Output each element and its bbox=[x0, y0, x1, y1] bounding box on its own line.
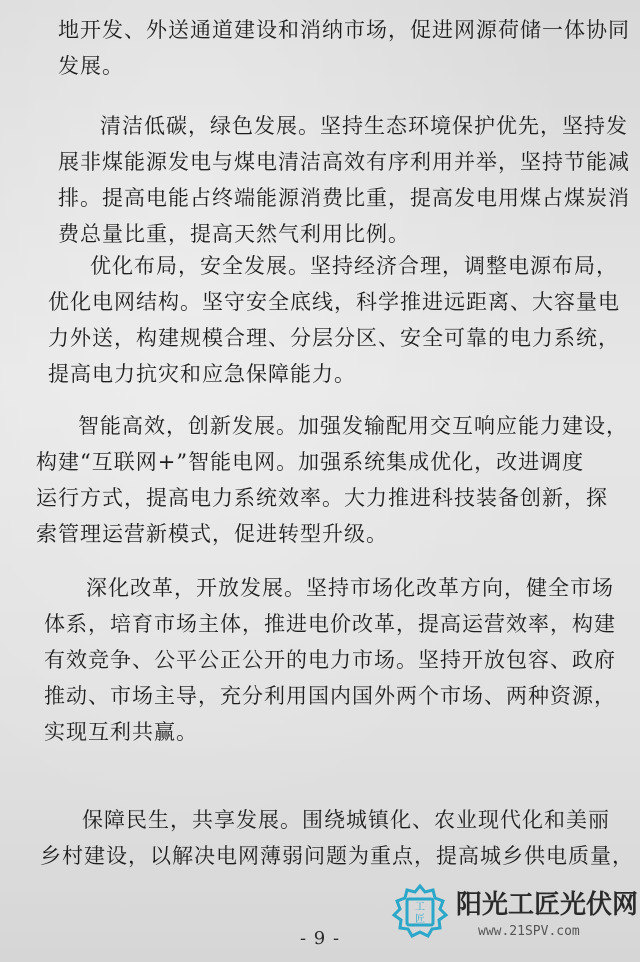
paragraph-line: 有效竞争、公平公正公开的电力市场。坚持开放包容、政府 bbox=[44, 648, 616, 672]
paragraph-line: 推动、市场主导，充分利用国内国外两个市场、两种资源， bbox=[44, 684, 616, 708]
paragraph-line: 地开发、外送通道建设和消纳市场，促进网源荷储一体协同 bbox=[58, 18, 630, 42]
paragraph-line: 乡村建设，以解决电网薄弱问题为重点，提高城乡供电质量， bbox=[40, 844, 634, 868]
watermark-logo-char: 匠 bbox=[415, 914, 425, 925]
paragraph-line: 优化布局，安全发展。坚持经济合理，调整电源布局， bbox=[90, 254, 618, 278]
paragraph-line: 排。提高电能占终端能源消费比重，提高发电用煤占煤炭消 bbox=[58, 186, 630, 210]
paragraph-line: 智能高效，创新发展。加强发输配用交互响应能力建设， bbox=[78, 414, 628, 438]
paragraph-line: 深化改革，开放发展。坚持市场化改革方向，健全市场 bbox=[86, 576, 614, 600]
paragraph-smart-efficient bbox=[36, 408, 640, 552]
paragraph-livelihood bbox=[40, 802, 640, 874]
paragraph-line: 体系，培育市场主体，推进电价改革，提高运营效率，构建 bbox=[44, 612, 616, 636]
paragraph-line: 优化电网结构。坚守安全底线，科学推进远距离、大容量电 bbox=[48, 290, 620, 314]
paragraph-line: 力外送，构建规模合理、分层分区、安全可靠的电力系统， bbox=[48, 326, 620, 350]
page-number: - 9 - bbox=[299, 928, 341, 949]
paragraph-line: 展非煤能源发电与煤电清洁高效有序利用并举，坚持节能减 bbox=[58, 150, 630, 174]
paragraph-line: 索管理运营新模式，促进转型升级。 bbox=[36, 522, 388, 546]
paragraph-line: 实现互利共赢。 bbox=[44, 720, 198, 744]
paragraph-line: 清洁低碳，绿色发展。坚持生态环境保护优先，坚持发 bbox=[100, 114, 628, 138]
watermark-title: 阳光工匠光伏网 bbox=[456, 890, 639, 920]
paragraph-line: 发展。 bbox=[58, 54, 124, 78]
paragraph-line: 构建“互联网+”智能电网。加强系统集成优化，改进调度 bbox=[36, 450, 585, 474]
paragraph-clean-low-carbon bbox=[58, 108, 640, 252]
paragraph-optimize-layout bbox=[48, 248, 640, 392]
site-watermark bbox=[390, 880, 640, 952]
paragraph-line: 提高电力抗灾和应急保障能力。 bbox=[48, 362, 356, 386]
paragraph-line: 费总量比重，提高天然气利用比例。 bbox=[58, 222, 410, 246]
gear-badge-icon bbox=[390, 882, 450, 942]
paragraph-line: 运行方式，提高电力系统效率。大力推进科技装备创新，探 bbox=[36, 486, 608, 510]
watermark-url: www.21SPV.com bbox=[478, 924, 580, 939]
paragraph-1 bbox=[58, 12, 640, 84]
watermark-logo-char: 工 bbox=[415, 902, 425, 913]
paragraph-deepen-reform bbox=[44, 570, 640, 750]
paragraph-line: 保障民生，共享发展。围绕城镇化、农业现代化和美丽 bbox=[82, 808, 610, 832]
